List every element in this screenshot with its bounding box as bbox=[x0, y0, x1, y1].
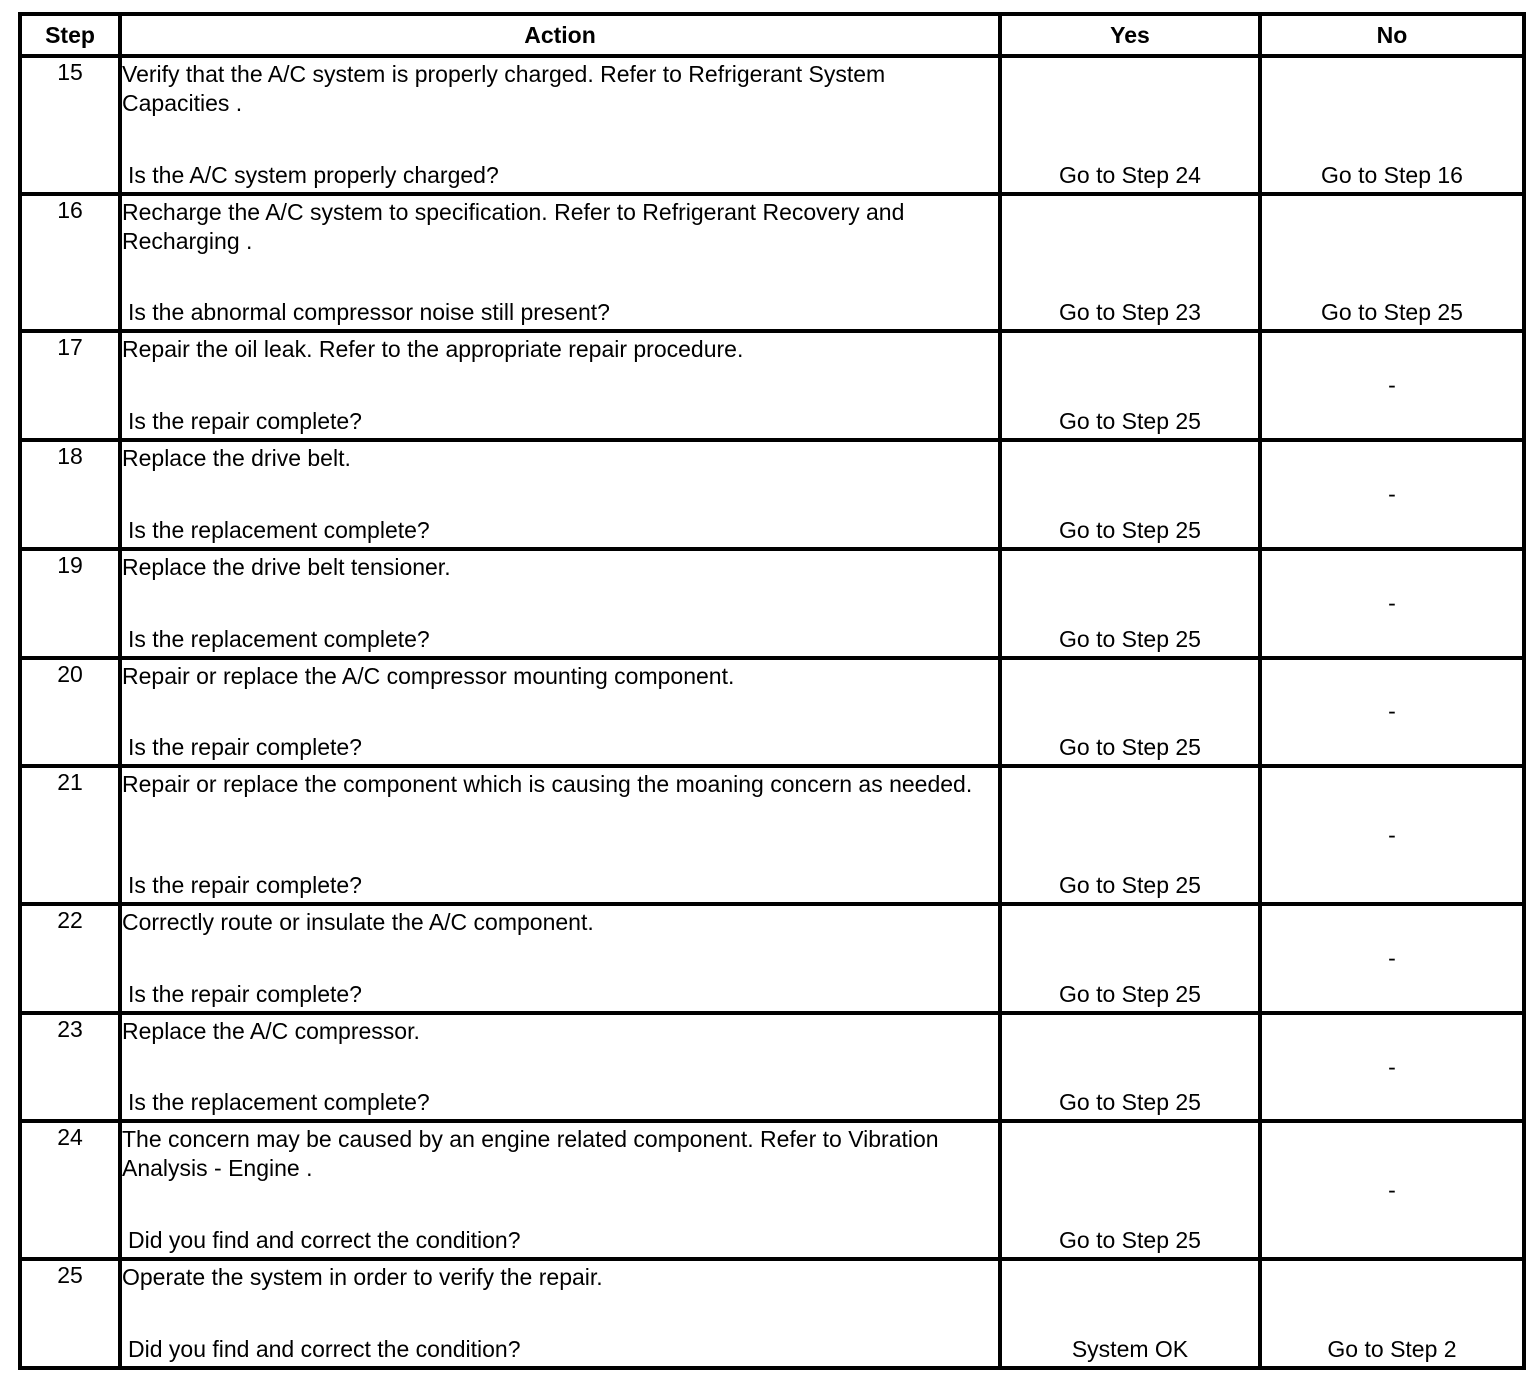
action-cell bbox=[120, 904, 1000, 1013]
action-cell bbox=[120, 766, 1000, 904]
action-cell bbox=[120, 549, 1000, 658]
question-text: Did you find and correct the condition? bbox=[128, 1336, 521, 1362]
step-number: 21 bbox=[20, 766, 120, 904]
yes-result: Go to Step 25 bbox=[1059, 408, 1201, 435]
yes-result: Go to Step 24 bbox=[1059, 161, 1201, 188]
no-cell bbox=[1260, 658, 1524, 767]
step-number: 25 bbox=[20, 1259, 120, 1368]
table-row bbox=[20, 904, 1524, 1013]
step-number: 15 bbox=[20, 56, 120, 194]
yes-result: System OK bbox=[1071, 1336, 1189, 1362]
step-number: 17 bbox=[20, 331, 120, 440]
table-row bbox=[20, 1121, 1524, 1259]
instruction-text: Correctly route or insulate the A/C component. bbox=[122, 909, 594, 936]
step-number: 20 bbox=[20, 658, 120, 767]
header-step: Step bbox=[20, 14, 120, 56]
step-number: 18 bbox=[20, 440, 120, 549]
no-result: - bbox=[1388, 481, 1396, 508]
action-cell bbox=[120, 56, 1000, 194]
table-row bbox=[20, 658, 1524, 767]
no-cell bbox=[1260, 1121, 1524, 1259]
no-cell bbox=[1260, 904, 1524, 1013]
no-cell bbox=[1260, 56, 1524, 194]
yes-cell bbox=[1000, 904, 1260, 1013]
instruction-text: Verify that the A/C system is properly charged. Refer to Refrigerant System Capacities . bbox=[122, 61, 886, 116]
no-result: - bbox=[1388, 698, 1396, 725]
instruction-text: Replace the drive belt. bbox=[122, 445, 351, 472]
table-row bbox=[20, 1013, 1524, 1122]
table-row bbox=[20, 194, 1524, 332]
yes-cell bbox=[1000, 440, 1260, 549]
step-number: 24 bbox=[20, 1121, 120, 1259]
no-result: Go to Step 25 bbox=[1321, 299, 1463, 326]
no-cell bbox=[1260, 766, 1524, 904]
action-cell bbox=[120, 658, 1000, 767]
question-text: Is the repair complete? bbox=[128, 408, 362, 435]
step-number: 19 bbox=[20, 549, 120, 658]
instruction-text: The concern may be caused by an engine related component. Refer to Vibration Analysis - Engine . bbox=[122, 1126, 939, 1182]
no-result: - bbox=[1388, 1053, 1396, 1080]
yes-cell bbox=[1000, 549, 1260, 658]
instruction-text: Replace the A/C compressor. bbox=[122, 1017, 420, 1044]
question-text: Is the repair complete? bbox=[128, 872, 362, 899]
header-row bbox=[20, 14, 1524, 56]
no-cell bbox=[1260, 331, 1524, 440]
yes-result: Go to Step 23 bbox=[1059, 299, 1201, 326]
no-cell bbox=[1260, 1259, 1524, 1368]
yes-result: Go to Step 25 bbox=[1059, 625, 1201, 652]
header-yes: Yes bbox=[1000, 14, 1260, 56]
question-text: Is the repair complete? bbox=[128, 980, 362, 1007]
action-cell bbox=[120, 331, 1000, 440]
step-number: 23 bbox=[20, 1013, 120, 1122]
action-cell bbox=[120, 194, 1000, 332]
yes-result: Go to Step 25 bbox=[1059, 734, 1201, 761]
no-cell bbox=[1260, 440, 1524, 549]
action-cell bbox=[120, 1259, 1000, 1368]
yes-result: Go to Step 25 bbox=[1059, 1089, 1201, 1116]
no-cell bbox=[1260, 1013, 1524, 1122]
question-text: Is the replacement complete? bbox=[128, 625, 430, 652]
step-number: 22 bbox=[20, 904, 120, 1013]
yes-result: Go to Step 25 bbox=[1059, 1227, 1201, 1254]
yes-result: Go to Step 25 bbox=[1059, 980, 1201, 1007]
no-result: Go to Step 2 bbox=[1327, 1336, 1457, 1362]
step-number: 16 bbox=[20, 194, 120, 332]
no-result: Go to Step 16 bbox=[1321, 161, 1463, 188]
question-text: Is the A/C system properly charged? bbox=[128, 161, 499, 188]
instruction-text: Repair or replace the A/C compressor mounting component. bbox=[122, 662, 735, 689]
instruction-text: Operate the system in order to verify the repair. bbox=[122, 1264, 603, 1291]
question-text: Did you find and correct the condition? bbox=[128, 1227, 521, 1254]
instruction-text: Repair or replace the component which is causing the moaning concern as needed. bbox=[122, 771, 973, 798]
instruction-text: Replace the drive belt tensioner. bbox=[122, 553, 451, 580]
no-result: - bbox=[1388, 1176, 1396, 1203]
action-cell bbox=[120, 1013, 1000, 1122]
no-result: - bbox=[1388, 372, 1396, 399]
no-result: - bbox=[1388, 944, 1396, 971]
table-row bbox=[20, 549, 1524, 658]
question-text: Is the replacement complete? bbox=[128, 1089, 430, 1116]
yes-cell bbox=[1000, 1259, 1260, 1368]
no-cell bbox=[1260, 194, 1524, 332]
table-row bbox=[20, 440, 1524, 549]
action-cell bbox=[120, 1121, 1000, 1259]
yes-result: Go to Step 25 bbox=[1059, 516, 1201, 543]
action-cell bbox=[120, 440, 1000, 549]
yes-cell bbox=[1000, 1121, 1260, 1259]
yes-cell bbox=[1000, 331, 1260, 440]
yes-cell bbox=[1000, 56, 1260, 194]
yes-result: Go to Step 25 bbox=[1059, 872, 1201, 899]
question-text: Is the abnormal compressor noise still present? bbox=[128, 299, 610, 326]
yes-cell bbox=[1000, 658, 1260, 767]
no-result: - bbox=[1388, 589, 1396, 616]
table-row bbox=[20, 331, 1524, 440]
question-text: Is the replacement complete? bbox=[128, 516, 430, 543]
yes-cell bbox=[1000, 1013, 1260, 1122]
no-cell bbox=[1260, 549, 1524, 658]
table-row bbox=[20, 1259, 1524, 1368]
instruction-text: Recharge the A/C system to specification. Refer to Refrigerant Recovery and Recharging . bbox=[122, 198, 905, 254]
no-result: - bbox=[1388, 821, 1396, 848]
table-row bbox=[20, 56, 1524, 194]
yes-cell bbox=[1000, 194, 1260, 332]
header-action: Action bbox=[120, 14, 1000, 56]
diagnostic-table bbox=[18, 12, 1526, 1370]
question-text: Is the repair complete? bbox=[128, 734, 362, 761]
yes-cell bbox=[1000, 766, 1260, 904]
header-no: No bbox=[1260, 14, 1524, 56]
instruction-text: Repair the oil leak. Refer to the appropriate repair procedure. bbox=[122, 336, 744, 363]
table-row bbox=[20, 766, 1524, 904]
